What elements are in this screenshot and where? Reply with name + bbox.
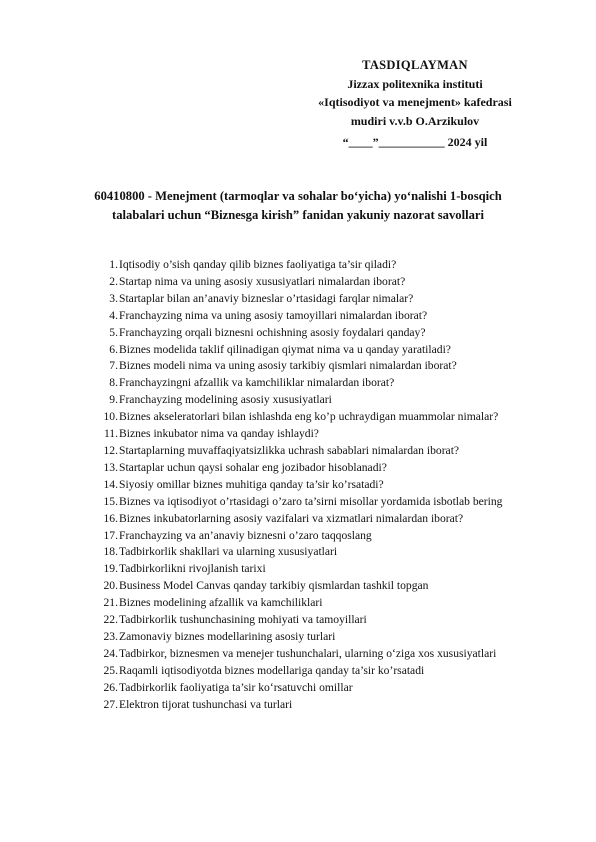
question-number: 14. <box>103 477 118 491</box>
question-text: Franchayzing va an’anaviy biznesni o’zaro taqqoslang <box>119 528 372 542</box>
question-number: 25. <box>103 663 118 677</box>
question-number: 12. <box>103 443 118 457</box>
question-item <box>84 392 554 409</box>
question-item <box>84 663 554 680</box>
question-text: Franchayzing nima va uning asosiy tamoyillari nimalardan iborat? <box>119 308 428 322</box>
question-number: 22. <box>103 613 118 627</box>
question-item <box>84 494 554 511</box>
question-number: 2. <box>109 274 118 288</box>
question-list <box>84 257 554 713</box>
question-text: Franchayzingni afzallik va kamchiliklar nimalardan iborat? <box>119 376 395 390</box>
question-number: 21. <box>103 596 118 610</box>
question-item <box>84 460 554 477</box>
question-item <box>84 358 554 375</box>
question-text: Startaplarning muvaffaqiyatsizlikka uchrash sabablari nimalardan iborat? <box>119 443 460 457</box>
question-item <box>84 680 554 697</box>
question-text: Franchayzing modelining asosiy xususiyatlari <box>119 393 332 407</box>
question-item <box>84 646 554 663</box>
approval-block <box>300 56 530 152</box>
question-text: Business Model Canvas qanday tarkibiy qismlardan tashkil topgan <box>119 579 429 593</box>
question-number: 15. <box>103 494 118 508</box>
question-text: Tadbirkorlik tushunchasining mohiyati va tamoyillari <box>119 613 367 627</box>
question-item <box>84 342 554 359</box>
question-number: 18. <box>103 545 118 559</box>
question-text: Biznes va iqtisodiyot o’rtasidagi o’zaro ta’sirni misollar yordamida isbotlab bering <box>119 494 503 508</box>
question-number: 17. <box>103 528 118 542</box>
question-item <box>84 544 554 561</box>
question-item <box>84 477 554 494</box>
question-text: Biznes modelining afzallik va kamchiliklari <box>119 596 323 610</box>
question-text: Biznes inkubator nima va qanday ishlaydi? <box>119 427 319 441</box>
question-item <box>84 257 554 274</box>
question-item <box>84 595 554 612</box>
title-line-1: 60410800 - Menejment (tarmoqlar va sohalar bo‘yicha) yo‘nalishi 1-bosqich <box>94 189 502 203</box>
approval-date: “____”___________ 2024 yil <box>342 135 488 149</box>
question-item <box>84 274 554 291</box>
question-number: 8. <box>109 376 118 390</box>
question-number: 4. <box>109 308 118 322</box>
department-name: «Iqtisodiyot va menejment» kafedrasi <box>318 95 512 109</box>
question-text: Startaplar bilan an’anaviy bizneslar o’rtasidagi farqlar nimalar? <box>119 291 414 305</box>
question-number: 1. <box>109 258 118 271</box>
question-number: 27. <box>103 697 118 711</box>
question-item <box>84 375 554 392</box>
question-number: 3. <box>109 291 118 305</box>
question-number: 10. <box>103 410 118 424</box>
question-number: 20. <box>103 579 118 593</box>
question-item <box>84 578 554 595</box>
question-number: 5. <box>109 325 118 339</box>
question-text: Zamonaviy biznes modellarining asosiy turlari <box>119 629 336 643</box>
question-text: Biznes modeli nima va uning asosiy tarkibiy qismlari nimalardan iborat? <box>119 359 457 373</box>
question-text: Biznes modelida taklif qilinadigan qiymat nima va u qanday yaratiladi? <box>119 342 451 356</box>
question-text: Tadbirkorlik shakllari va ularning xususiyatlari <box>119 545 338 559</box>
question-item <box>84 561 554 578</box>
department-head: mudiri v.v.b O.Arzikulov <box>350 113 480 128</box>
question-number: 13. <box>103 460 118 474</box>
question-item <box>84 629 554 646</box>
question-number: 9. <box>109 393 118 407</box>
question-item <box>84 325 554 342</box>
question-item <box>84 697 554 714</box>
question-text: Elektron tijorat tushunchasi va turlari <box>119 697 293 711</box>
question-text: Raqamli iqtisodiyotda biznes modellariga qanday ta’sir ko’rsatadi <box>119 663 425 677</box>
question-text: Iqtisodiy o’sish qanday qilib biznes faoliyatiga ta’sir qiladi? <box>119 258 397 271</box>
question-number: 6. <box>109 342 118 356</box>
question-number: 23. <box>103 629 118 643</box>
question-text: Startap nima va uning asosiy xususiyatlari nimalardan iborat? <box>119 274 406 288</box>
question-item <box>84 409 554 426</box>
document-title <box>60 187 536 224</box>
question-text: Biznes inkubatorlarning asosiy vazifalari va xizmatlari nimalardan iborat? <box>119 511 464 525</box>
question-text: Tadbirkorlik faoliyatiga ta’sir ko‘rsatuvchi omillar <box>119 680 353 694</box>
title-line-2: talabalari uchun “Biznesga kirish” fanidan yakuniy nazorat savollari <box>112 207 484 222</box>
question-item <box>84 308 554 325</box>
question-number: 7. <box>109 359 118 373</box>
question-item <box>84 511 554 528</box>
question-text: Franchayzing orqali biznesni ochishning asosiy foydalari qanday? <box>119 325 426 339</box>
question-number: 19. <box>103 562 118 576</box>
institution-name: Jizzax politexnika instituti <box>347 76 483 91</box>
question-number: 16. <box>103 511 118 525</box>
question-number: 11. <box>103 427 118 441</box>
approval-stamp: TASDIQLAYMAN <box>362 58 468 72</box>
question-text: Startaplar uchun qaysi sohalar eng jozibador hisoblanadi? <box>119 460 387 474</box>
question-item <box>84 528 554 545</box>
question-text: Tadbirkor, biznesmen va menejer tushunchalari, ularning o‘ziga xos xususiyatlari <box>119 646 497 660</box>
question-item <box>84 426 554 443</box>
question-text: Biznes akseleratorlari bilan ishlashda eng ko’p uchraydigan muammolar nimalar? <box>119 410 499 424</box>
question-item <box>84 291 554 308</box>
question-item <box>84 443 554 460</box>
question-number: 26. <box>103 680 118 694</box>
question-text: Siyosiy omillar biznes muhitiga qanday ta’sir ko’rsatadi? <box>119 477 384 491</box>
question-item <box>84 612 554 629</box>
question-text: Tadbirkorlikni rivojlanish tarixi <box>119 562 266 576</box>
question-number: 24. <box>103 646 118 660</box>
